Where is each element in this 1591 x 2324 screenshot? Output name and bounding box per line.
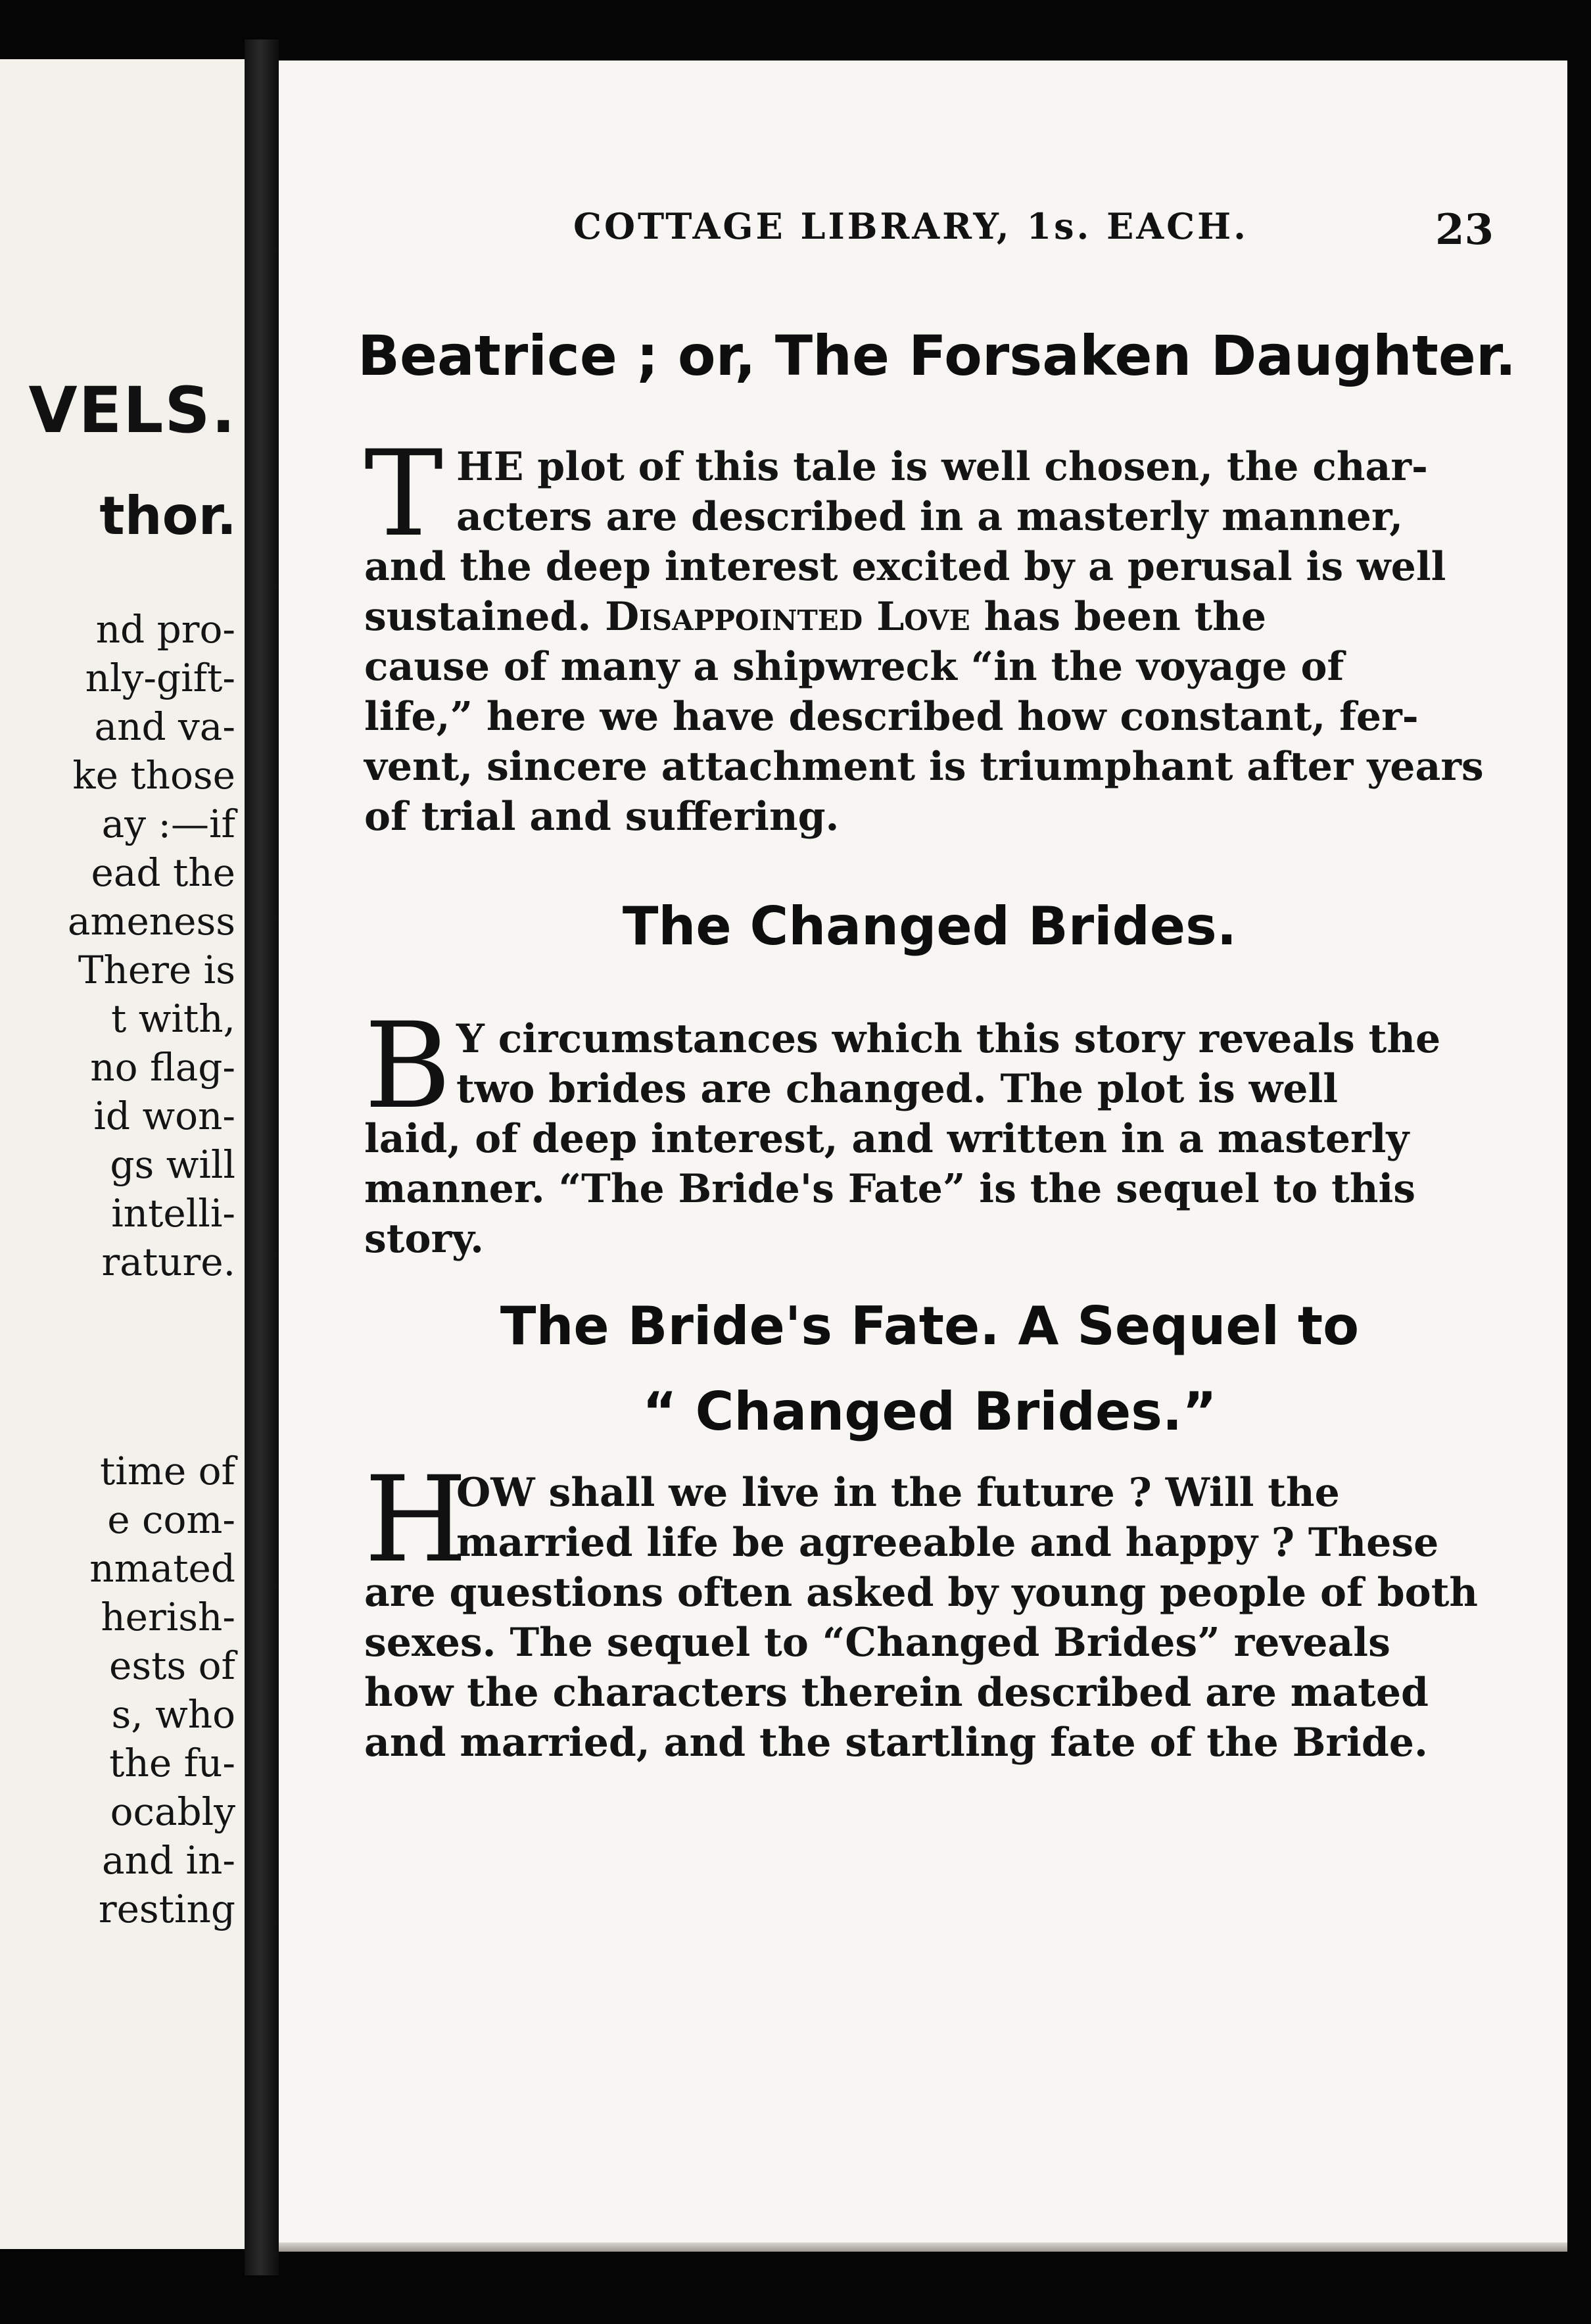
paragraph-line: acters are described in a masterly manner, [456,494,1404,540]
left-line: ke those [72,753,235,798]
paragraph-line: and the deep interest excited by a perusal is well [364,544,1446,590]
drop-cap: T [364,425,444,563]
paragraph-line: two brides are changed. The plot is well [456,1066,1339,1112]
paragraph-line: of trial and suffering. [364,794,840,840]
drop-cap: B [364,998,452,1135]
paragraph-line: Y circumstances which this story reveals the [456,1016,1441,1062]
left-page-text-block-1 [0,605,235,1286]
paragraph-line: story. [364,1216,484,1262]
left-line: and va- [94,704,235,749]
drop-cap: H [364,1451,467,1589]
left-page-fragment [0,59,245,2249]
paragraph-line: HE plot of this tale is well chosen, the char- [456,444,1428,490]
left-line: ead the [91,850,235,895]
paragraph-line: manner. “The Bride's Fate” is the sequel to this [364,1166,1416,1212]
left-line: There is [78,948,235,992]
left-line: intelli- [111,1191,235,1236]
paragraph-line: laid, of deep interest, and written in a masterly [364,1116,1410,1162]
scan-right-edge [1567,0,1591,2324]
left-line: no flag- [90,1045,235,1090]
left-line: resting [98,1887,235,1931]
paragraph-line: and married, and the startling fate of the Bride. [364,1720,1428,1766]
left-line: gs will [110,1142,235,1187]
left-line: and in- [102,1838,235,1883]
section-paragraph [364,998,1441,1264]
paragraph-text: sustained. [364,594,592,640]
section-title-line: The Bride's Fate. A Sequel to [500,1295,1360,1357]
left-line: e com- [107,1497,235,1542]
paragraph-line: OW shall we live in the future ? Will the [456,1470,1340,1516]
left-line: time of [99,1449,235,1493]
left-line: ay :—if [101,802,235,846]
left-line: s, who [111,1692,235,1737]
paragraph-line: sexes. The sequel to “Changed Brides” reveals [364,1620,1390,1666]
page-number: 23 [1435,205,1494,254]
left-page-heading: VELS. [28,374,237,447]
paragraph-text: has been the [984,594,1267,640]
paragraph-line: are questions often asked by young people of both [364,1570,1479,1616]
left-line: id won- [93,1094,235,1138]
paragraph-line: vent, sincere attachment is triumphant after years [364,744,1484,790]
left-line: ests of [109,1643,235,1688]
section-paragraph [364,1451,1479,1768]
running-title: COTTAGE LIBRARY, 1s. EACH. [573,205,1248,247]
left-line: herish- [101,1595,235,1639]
section-title [358,1284,1502,1455]
left-page-text-block-2 [0,1447,235,1933]
section-paragraph [364,425,1484,842]
left-line: t with, [110,996,235,1041]
left-line: the fu- [109,1741,235,1785]
section-title: Beatrice ; or, The Forsaken Daughter. [358,324,1517,388]
book-page [279,61,1567,2250]
left-line: nmated [89,1546,235,1591]
left-line: ameness [67,899,235,944]
small-caps-phrase: Disappointed Love [605,594,970,640]
left-line: nd pro- [95,607,235,652]
section-title-line: “ Changed Brides.” [642,1381,1217,1442]
left-page-subheading: thor. [99,485,237,546]
paragraph-line: married life be agreeable and happy ? These [456,1520,1439,1566]
left-line: ocably [110,1789,235,1834]
section-title: The Changed Brides. [622,896,1237,957]
paragraph-line: life,” here we have described how constant, fer- [364,694,1419,740]
page-bottom-edge [279,2242,1567,2252]
paragraph-line [364,592,1350,642]
left-line: nly-gift- [85,656,235,700]
paragraph-line: cause of many a shipwreck “in the voyage of [364,644,1344,690]
left-line: rature. [101,1240,235,1284]
book-spine [245,39,279,2275]
paragraph-line: how the characters therein described are mated [364,1670,1429,1716]
